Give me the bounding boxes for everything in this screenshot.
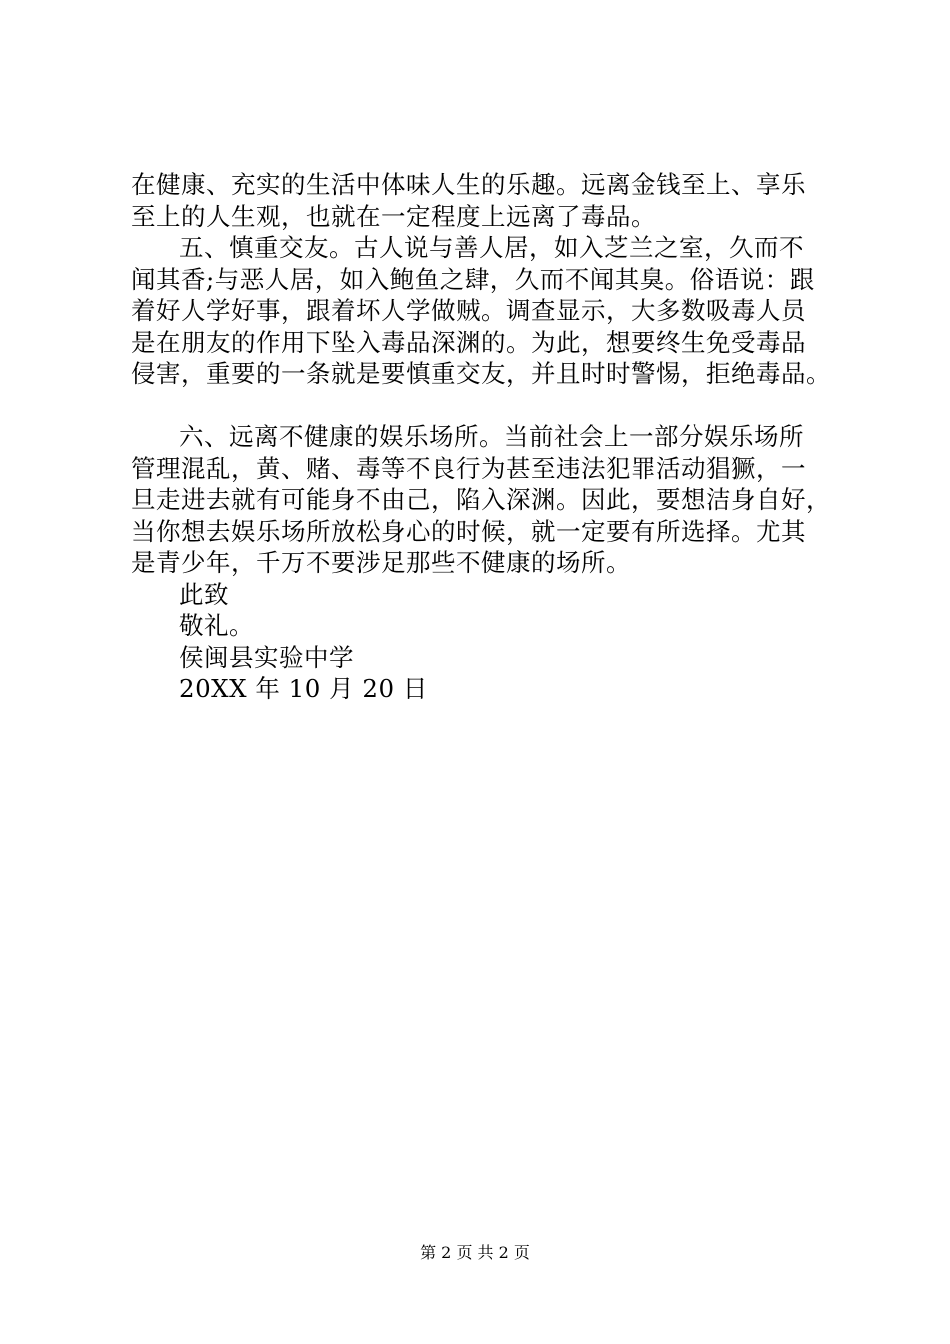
paragraph-line: 在健康、充实的生活中体味人生的乐趣。远离金钱至上、享乐: [131, 170, 806, 199]
paragraph-spacer: [131, 390, 851, 422]
paragraph-line: 旦走进去就有可能身不由己，陷入深渊。因此，要想洁身自好，: [131, 485, 831, 514]
paragraph-line: 侵害，重要的一条就是要慎重交友，并且时时警惕，拒绝毒品。: [131, 359, 831, 388]
paragraph-line: 管理混乱，黄、赌、毒等不良行为甚至违法犯罪活动猖獗，一: [131, 453, 806, 483]
paragraph-line: 至上的人生观，也就在一定程度上远离了毒品。: [131, 201, 656, 231]
paragraph-line: 六、远离不健康的娱乐场所。当前社会上一部分娱乐场所: [179, 422, 804, 451]
closing-salutation: 此致: [179, 579, 229, 609]
paragraph-line: 着好人学好事，跟着坏人学做贼。调查显示，大多数吸毒人员: [131, 296, 806, 325]
letter-body: [131, 169, 851, 705]
page-footer: [0, 1243, 950, 1263]
closing-regards: 敬礼。: [179, 611, 254, 640]
page-number: 第 2 页 共 2 页: [420, 1243, 530, 1262]
paragraph-line: 是青少年，千万不要涉足那些不健康的场所。: [131, 548, 631, 577]
paragraph-line: 闻其香;与恶人居，如入鲍鱼之肆，久而不闻其臭。俗语说：跟: [131, 264, 815, 294]
paragraph-line: 五、慎重交友。古人说与善人居，如入芝兰之室，久而不: [179, 233, 804, 262]
paragraph-line: 是在朋友的作用下坠入毒品深渊的。为此，想要终生免受毒品: [131, 327, 806, 357]
paragraph-line: 当你想去娱乐场所放松身心的时候，就一定要有所选择。尤其: [131, 516, 806, 546]
sender-name: 侯闽县实验中学: [179, 642, 354, 672]
letter-date: 20XX 年 10 月 20 日: [179, 674, 428, 703]
